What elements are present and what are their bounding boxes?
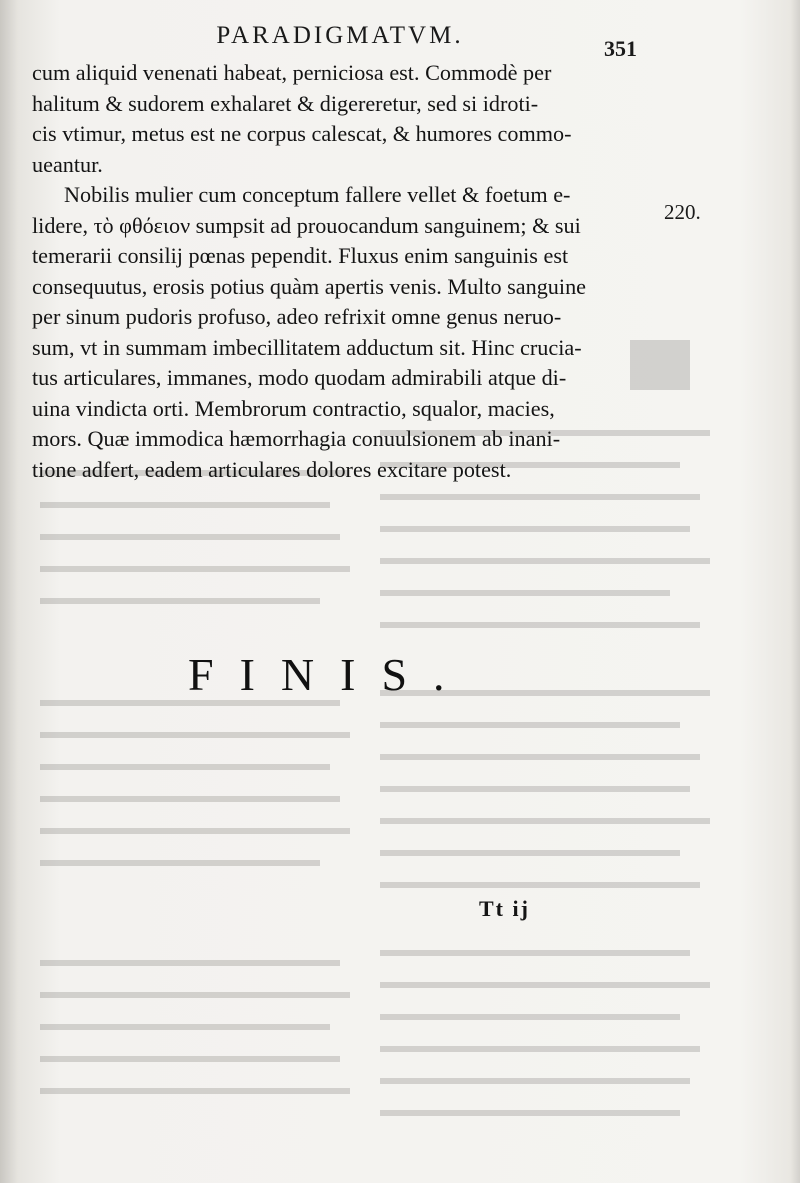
text-line: halitum & sudorem exhalaret & digereretur, sed si idroti- — [32, 90, 539, 116]
text-line: ueantur. — [32, 151, 103, 177]
text-line: mors. Quæ immodica hæmorrhagia conuulsionem ab inani- — [32, 426, 561, 451]
text-line: tione adfert, eadem articulares dolores excitare potest. — [32, 456, 512, 482]
text-line: tus articulares, immanes, modo quodam admirabili atque di- — [32, 365, 567, 390]
text-line: consequutus, erosis potius quàm apertis venis. Multo sanguine — [32, 273, 587, 299]
text-line: lidere, τὸ φθόειον sumpsit ad prouocandum sanguinem; & sui — [32, 212, 581, 238]
page-number: 351 — [604, 36, 637, 61]
text-line: temerarii consilij pœnas pependit. Fluxus enim sanguinis est — [32, 243, 569, 268]
margin-note: 220. — [664, 200, 701, 224]
main-text — [32, 58, 630, 485]
text-line: Nobilis mulier cum conceptum fallere vellet & foetum e- — [64, 182, 571, 207]
text-line: cum aliquid venenati habeat, perniciosa est. Commodè per — [32, 60, 552, 85]
text-line: uina vindicta orti. Membrorum contractio, squalor, macies, — [32, 395, 555, 421]
finis-heading: FINIS. — [188, 649, 471, 700]
text-line: sum, vt in summam imbecillitatem adductum sit. Hinc crucia- — [32, 334, 582, 360]
signature-mark: Tt ij — [479, 896, 530, 921]
text-line: cis vtimur, metus est ne corpus calescat, & humores commo- — [32, 121, 572, 146]
text-line: per sinum pudoris profuso, adeo refrixit omne genus neruo- — [32, 304, 562, 329]
running-head: PARADIGMATVM. — [216, 22, 464, 49]
